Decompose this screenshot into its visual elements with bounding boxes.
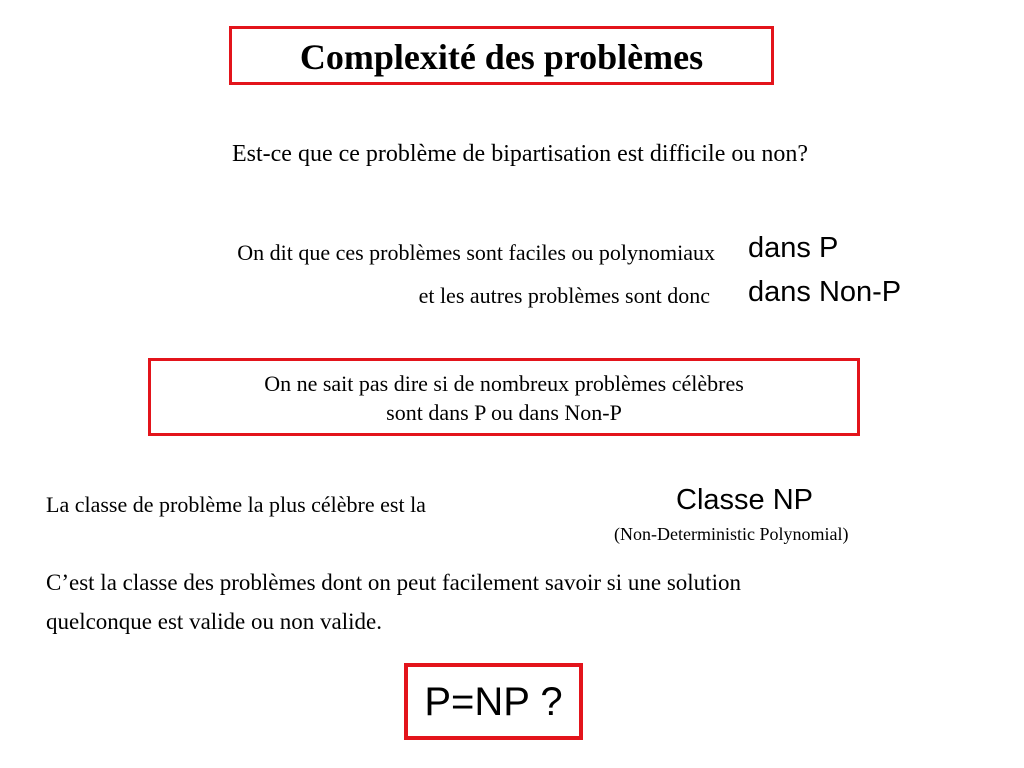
p-equals-np-box: [404, 663, 583, 740]
np-description-line-2: quelconque est valide ou non valide.: [46, 609, 382, 634]
np-class-subtitle: (Non-Deterministic Polynomial): [614, 524, 849, 544]
np-class-name: Classe NP: [676, 484, 813, 516]
title-box: [229, 26, 774, 85]
easy-problems-text: On dit que ces problèmes sont faciles ou polynomiaux: [237, 240, 715, 265]
class-non-p-label: dans Non-P: [748, 276, 902, 308]
question-text: Est-ce que ce problème de bipartisation est difficile ou non?: [231, 141, 809, 167]
np-description-line-1: C’est la classe des problèmes dont on peut facilement savoir si une solution: [46, 570, 741, 595]
notice-line-2: sont dans P ou dans Non-P: [386, 400, 622, 425]
other-problems-text: et les autres problèmes sont donc: [418, 283, 710, 308]
slide-title: Complexité des problèmes: [299, 37, 704, 77]
p-equals-np-question: P=NP ?: [424, 680, 563, 724]
class-p-label: dans P: [748, 232, 839, 264]
notice-box: [148, 358, 860, 436]
notice-line-1: On ne sait pas dire si de nombreux problèmes célèbres: [264, 371, 744, 396]
np-intro-text: La classe de problème la plus célèbre est la: [46, 492, 426, 517]
